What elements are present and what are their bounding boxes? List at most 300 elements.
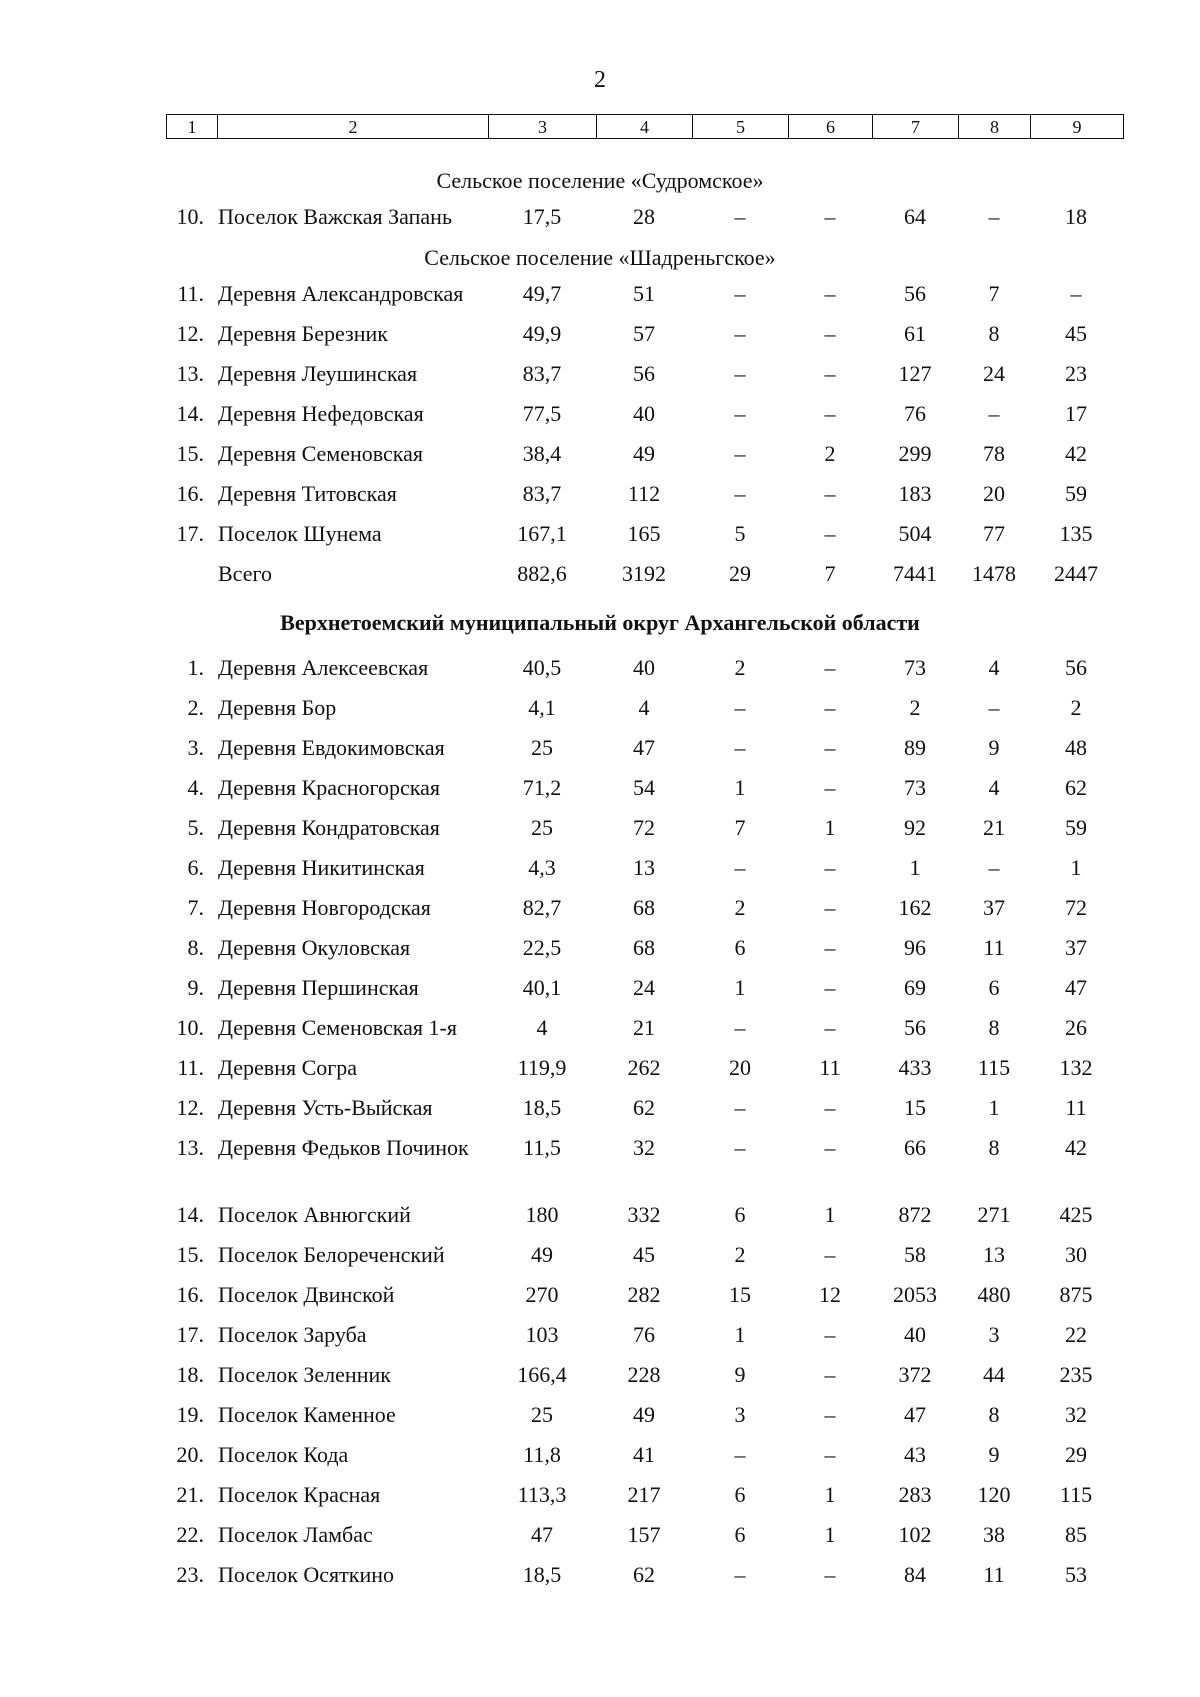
- value-cell-col5: 6: [734, 1482, 746, 1507]
- value-cell-col3: 18,5: [522, 1562, 562, 1587]
- value-cell-col9: 2: [1070, 695, 1082, 720]
- value-cell-col4: 62: [633, 1095, 655, 1120]
- table-row: [0, 855, 1200, 889]
- value-cell-col6: –: [824, 1095, 836, 1120]
- value-cell-col4: 54: [633, 775, 655, 800]
- settlement-name: Деревня Александровская: [218, 281, 464, 306]
- value-cell-col5: 29: [729, 561, 751, 586]
- value-cell-col6: –: [824, 735, 836, 760]
- row-number: 15.: [176, 441, 204, 466]
- value-cell-col5: –: [734, 1015, 746, 1040]
- value-cell-col3: 882,6: [517, 561, 567, 586]
- value-cell-col3: 11,8: [523, 1442, 561, 1467]
- value-cell-col4: 3192: [622, 561, 666, 586]
- row-number: 13.: [176, 1135, 204, 1160]
- value-cell-col7: 127: [898, 361, 932, 386]
- row-number: 10.: [176, 204, 204, 229]
- value-cell-col9: 30: [1065, 1242, 1087, 1267]
- value-cell-col8: 3: [988, 1322, 1000, 1347]
- value-cell-col6: –: [824, 775, 836, 800]
- table-row: [0, 361, 1200, 395]
- value-cell-col7: 56: [904, 281, 926, 306]
- value-cell-col6: –: [824, 521, 836, 546]
- value-cell-col3: 25: [531, 735, 553, 760]
- settlement-name: Деревня Алексеевская: [218, 655, 429, 680]
- value-cell-col9: 32: [1065, 1402, 1087, 1427]
- settlement-name: Поселок Кода: [218, 1442, 349, 1467]
- row-number: 8.: [187, 935, 204, 960]
- value-cell-col8: 8: [988, 1135, 1000, 1160]
- value-cell-col8: 9: [988, 735, 1000, 760]
- row-number: 7.: [187, 895, 204, 920]
- value-cell-col5: 5: [734, 521, 746, 546]
- value-cell-col3: 47: [531, 1522, 553, 1547]
- value-cell-col3: 25: [531, 815, 553, 840]
- value-cell-col4: 332: [627, 1202, 661, 1227]
- value-cell-col7: 84: [904, 1562, 926, 1587]
- value-cell-col4: 68: [633, 895, 655, 920]
- value-cell-col8: 21: [983, 815, 1005, 840]
- value-cell-col5: 1: [734, 975, 746, 1000]
- row-number: 12.: [176, 1095, 204, 1120]
- value-cell-col6: –: [824, 855, 836, 880]
- settlement-name: Деревня Согра: [218, 1055, 358, 1080]
- value-cell-col8: 1478: [972, 561, 1016, 586]
- value-cell-col3: 4,1: [528, 695, 556, 720]
- settlement-name: Деревня Першинская: [218, 975, 419, 1000]
- value-cell-col4: 41: [633, 1442, 655, 1467]
- value-cell-col5: –: [734, 204, 746, 229]
- row-number: 23.: [176, 1562, 204, 1587]
- header-cell: 3: [489, 115, 597, 139]
- value-cell-col6: –: [824, 695, 836, 720]
- table-row: [0, 561, 1200, 595]
- settlement-name: Поселок Красная: [218, 1482, 381, 1507]
- value-cell-col6: –: [824, 481, 836, 506]
- value-cell-col6: 1: [824, 1482, 836, 1507]
- value-cell-col8: 38: [983, 1522, 1005, 1547]
- row-number: 1.: [187, 655, 204, 680]
- value-cell-col7: 872: [898, 1202, 932, 1227]
- page-number: 2: [594, 67, 606, 93]
- value-cell-col6: –: [824, 1562, 836, 1587]
- table-row: [0, 1522, 1200, 1556]
- value-cell-col7: 40: [904, 1322, 926, 1347]
- row-number: 19.: [176, 1402, 204, 1427]
- value-cell-col3: 17,5: [522, 204, 562, 229]
- section-title: Верхнетоемский муниципальный округ Архангельской области: [280, 610, 920, 635]
- value-cell-col8: 11: [983, 1562, 1005, 1587]
- value-cell-col4: 112: [627, 481, 661, 506]
- row-number: 3.: [187, 735, 204, 760]
- settlement-name: Деревня Окуловская: [218, 935, 411, 960]
- value-cell-col3: 77,5: [522, 401, 562, 426]
- value-cell-col9: 29: [1065, 1442, 1087, 1467]
- value-cell-col4: 262: [627, 1055, 661, 1080]
- header-cell: 9: [1031, 115, 1124, 139]
- value-cell-col4: 165: [627, 521, 661, 546]
- row-number: 9.: [187, 975, 204, 1000]
- value-cell-col9: 22: [1065, 1322, 1087, 1347]
- row-number: 12.: [176, 321, 204, 346]
- value-cell-col3: 18,5: [522, 1095, 562, 1120]
- value-cell-col9: 59: [1065, 815, 1087, 840]
- row-number: 22.: [176, 1522, 204, 1547]
- value-cell-col5: 3: [734, 1402, 746, 1427]
- value-cell-col8: 271: [977, 1202, 1011, 1227]
- value-cell-col6: 1: [824, 1522, 836, 1547]
- value-cell-col6: –: [824, 1442, 836, 1467]
- value-cell-col3: 38,4: [522, 441, 562, 466]
- value-cell-col9: 135: [1059, 521, 1093, 546]
- value-cell-col6: 12: [819, 1282, 841, 1307]
- value-cell-col9: 132: [1059, 1055, 1093, 1080]
- table-row: [0, 695, 1200, 729]
- value-cell-col5: –: [734, 361, 746, 386]
- value-cell-col4: 40: [633, 401, 655, 426]
- value-cell-col7: 372: [898, 1362, 932, 1387]
- table-row: [0, 441, 1200, 475]
- table-row: [0, 1442, 1200, 1476]
- value-cell-col8: 9: [988, 1442, 1000, 1467]
- settlement-name: Деревня Усть-Выйская: [218, 1095, 433, 1120]
- value-cell-col3: 40,5: [522, 655, 562, 680]
- value-cell-col5: –: [734, 481, 746, 506]
- value-cell-col3: 71,2: [522, 775, 562, 800]
- value-cell-col8: 6: [988, 975, 1000, 1000]
- value-cell-col4: 228: [627, 1362, 661, 1387]
- value-cell-col5: –: [734, 1095, 746, 1120]
- row-number: 2.: [187, 695, 204, 720]
- value-cell-col7: 64: [904, 204, 926, 229]
- value-cell-col9: 11: [1065, 1095, 1087, 1120]
- value-cell-col4: 4: [638, 695, 650, 720]
- table-row: [0, 204, 1200, 238]
- settlement-name: Всего: [218, 561, 272, 586]
- value-cell-col5: 7: [734, 815, 746, 840]
- value-cell-col3: 40,1: [522, 975, 562, 1000]
- table-row: [0, 521, 1200, 555]
- value-cell-col8: 4: [988, 775, 1000, 800]
- table-row: [0, 775, 1200, 809]
- table-row: [0, 1202, 1200, 1236]
- value-cell-col6: –: [824, 1402, 836, 1427]
- value-cell-col7: 504: [898, 521, 932, 546]
- value-cell-col9: 53: [1065, 1562, 1087, 1587]
- table-row: [0, 481, 1200, 515]
- value-cell-col9: –: [1070, 281, 1082, 306]
- value-cell-col4: 49: [633, 1402, 655, 1427]
- settlement-name: Деревня Кондратовская: [218, 815, 440, 840]
- value-cell-col8: 7: [988, 281, 1000, 306]
- value-cell-col5: –: [734, 441, 746, 466]
- value-cell-col7: 73: [904, 775, 926, 800]
- value-cell-col5: 9: [734, 1362, 746, 1387]
- value-cell-col8: –: [988, 855, 1000, 880]
- value-cell-col8: 1: [988, 1095, 1000, 1120]
- value-cell-col3: 83,7: [522, 361, 562, 386]
- value-cell-col4: 72: [633, 815, 655, 840]
- value-cell-col3: 83,7: [522, 481, 562, 506]
- header-cell: 8: [959, 115, 1031, 139]
- value-cell-col6: 1: [824, 1202, 836, 1227]
- value-cell-col8: 44: [983, 1362, 1005, 1387]
- row-number: 14.: [176, 401, 204, 426]
- row-number: 10.: [176, 1015, 204, 1040]
- value-cell-col9: 42: [1065, 1135, 1087, 1160]
- table-row: [0, 1362, 1200, 1396]
- value-cell-col6: 11: [819, 1055, 841, 1080]
- value-cell-col3: 25: [531, 1402, 553, 1427]
- value-cell-col5: –: [734, 1135, 746, 1160]
- value-cell-col9: 72: [1065, 895, 1087, 920]
- settlement-name: Деревня Березник: [218, 321, 388, 346]
- value-cell-col6: –: [824, 895, 836, 920]
- value-cell-col4: 68: [633, 935, 655, 960]
- value-cell-col7: 61: [904, 321, 926, 346]
- value-cell-col7: 162: [898, 895, 932, 920]
- value-cell-col9: 18: [1065, 204, 1087, 229]
- value-cell-col3: 166,4: [517, 1362, 567, 1387]
- value-cell-col9: 425: [1059, 1202, 1093, 1227]
- value-cell-col7: 7441: [893, 561, 937, 586]
- value-cell-col4: 21: [633, 1015, 655, 1040]
- value-cell-col5: 1: [734, 775, 746, 800]
- value-cell-col5: 1: [734, 1322, 746, 1347]
- value-cell-col9: 62: [1065, 775, 1087, 800]
- table-row: [0, 321, 1200, 355]
- table-row: [0, 1482, 1200, 1516]
- row-number: 17.: [176, 1322, 204, 1347]
- header-cell: 6: [789, 115, 873, 139]
- value-cell-col7: 283: [898, 1482, 932, 1507]
- value-cell-col3: 113,3: [517, 1482, 567, 1507]
- value-cell-col9: 42: [1065, 441, 1087, 466]
- table-row: [0, 895, 1200, 929]
- value-cell-col5: –: [734, 695, 746, 720]
- settlement-name: Поселок Заруба: [218, 1322, 367, 1347]
- settlement-name: Деревня Красногорская: [218, 775, 441, 800]
- settlement-name: Деревня Нефедовская: [218, 401, 424, 426]
- table-row: [0, 1242, 1200, 1276]
- value-cell-col8: 77: [983, 521, 1005, 546]
- settlement-name: Деревня Бор: [218, 695, 337, 720]
- value-cell-col8: –: [988, 401, 1000, 426]
- value-cell-col8: 115: [977, 1055, 1011, 1080]
- value-cell-col9: 115: [1059, 1482, 1093, 1507]
- value-cell-col8: 24: [983, 361, 1005, 386]
- table-row: [0, 1282, 1200, 1316]
- value-cell-col7: 66: [904, 1135, 926, 1160]
- value-cell-col4: 40: [633, 655, 655, 680]
- value-cell-col4: 28: [633, 204, 655, 229]
- value-cell-col7: 89: [904, 735, 926, 760]
- value-cell-col3: 167,1: [517, 521, 567, 546]
- value-cell-col6: 1: [824, 815, 836, 840]
- table-row: [0, 935, 1200, 969]
- value-cell-col3: 103: [525, 1322, 559, 1347]
- value-cell-col7: 15: [904, 1095, 926, 1120]
- value-cell-col3: 270: [525, 1282, 559, 1307]
- table-row: [0, 735, 1200, 769]
- value-cell-col8: 8: [988, 1402, 1000, 1427]
- settlement-name: Поселок Ламбас: [218, 1522, 373, 1547]
- value-cell-col3: 82,7: [522, 895, 562, 920]
- value-cell-col3: 119,9: [517, 1055, 567, 1080]
- row-number: 16.: [176, 481, 204, 506]
- value-cell-col7: 1: [909, 855, 921, 880]
- table-row: [0, 1015, 1200, 1049]
- value-cell-col8: 13: [983, 1242, 1005, 1267]
- value-cell-col5: –: [734, 1442, 746, 1467]
- table-row: [0, 1095, 1200, 1129]
- value-cell-col9: 875: [1059, 1282, 1093, 1307]
- value-cell-col7: 96: [904, 935, 926, 960]
- value-cell-col6: –: [824, 401, 836, 426]
- value-cell-col9: 37: [1065, 935, 1087, 960]
- value-cell-col8: –: [988, 695, 1000, 720]
- value-cell-col5: 6: [734, 935, 746, 960]
- value-cell-col5: 2: [734, 1242, 746, 1267]
- value-cell-col3: 22,5: [522, 935, 562, 960]
- value-cell-col8: 8: [988, 1015, 1000, 1040]
- value-cell-col7: 43: [904, 1442, 926, 1467]
- value-cell-col5: 2: [734, 895, 746, 920]
- value-cell-col7: 47: [904, 1402, 926, 1427]
- value-cell-col4: 13: [633, 855, 655, 880]
- value-cell-col4: 51: [633, 281, 655, 306]
- row-number: 13.: [176, 361, 204, 386]
- row-number: 15.: [176, 1242, 204, 1267]
- value-cell-col9: 26: [1065, 1015, 1087, 1040]
- value-cell-col4: 45: [633, 1242, 655, 1267]
- section-title: Сельское поселение «Судромское»: [436, 168, 764, 193]
- value-cell-col5: 15: [729, 1282, 751, 1307]
- row-number: 14.: [176, 1202, 204, 1227]
- value-cell-col3: 4: [536, 1015, 548, 1040]
- row-number: 11.: [177, 281, 204, 306]
- header-cell: 1: [167, 115, 218, 139]
- value-cell-col8: 8: [988, 321, 1000, 346]
- row-number: 11.: [177, 1055, 204, 1080]
- value-cell-col5: –: [734, 855, 746, 880]
- value-cell-col3: 180: [525, 1202, 559, 1227]
- value-cell-col7: 2053: [893, 1282, 937, 1307]
- value-cell-col4: 62: [633, 1562, 655, 1587]
- value-cell-col8: 480: [977, 1282, 1011, 1307]
- value-cell-col4: 49: [633, 441, 655, 466]
- table-row: [0, 1562, 1200, 1596]
- settlement-name: Деревня Никитинская: [218, 855, 425, 880]
- settlement-name: Поселок Белореченский: [218, 1242, 445, 1267]
- row-number: 17.: [176, 521, 204, 546]
- value-cell-col4: 57: [633, 321, 655, 346]
- settlement-name: Деревня Федьков Починок: [218, 1135, 469, 1160]
- column-number-header: [166, 114, 1124, 139]
- value-cell-col4: 56: [633, 361, 655, 386]
- value-cell-col9: 17: [1065, 401, 1087, 426]
- value-cell-col4: 282: [627, 1282, 661, 1307]
- table-row: [0, 1322, 1200, 1356]
- row-number: 20.: [176, 1442, 204, 1467]
- value-cell-col4: 76: [633, 1322, 655, 1347]
- value-cell-col8: 120: [977, 1482, 1011, 1507]
- value-cell-col7: 73: [904, 655, 926, 680]
- value-cell-col8: 20: [983, 481, 1005, 506]
- row-number: 18.: [176, 1362, 204, 1387]
- value-cell-col4: 24: [633, 975, 655, 1000]
- value-cell-col9: 45: [1065, 321, 1087, 346]
- table-row: [0, 1402, 1200, 1436]
- value-cell-col5: –: [734, 281, 746, 306]
- table-row: [0, 1135, 1200, 1169]
- header-cell: 5: [693, 115, 789, 139]
- value-cell-col9: 56: [1065, 655, 1087, 680]
- settlement-name: Поселок Двинской: [218, 1282, 395, 1307]
- settlement-name: Поселок Важская Запань: [218, 204, 452, 229]
- value-cell-col6: –: [824, 281, 836, 306]
- value-cell-col3: 49: [531, 1242, 553, 1267]
- value-cell-col7: 2: [909, 695, 921, 720]
- value-cell-col5: 20: [729, 1055, 751, 1080]
- settlement-name: Поселок Осяткино: [218, 1562, 395, 1587]
- value-cell-col6: –: [824, 321, 836, 346]
- table-row: [0, 401, 1200, 435]
- settlement-name: Поселок Каменное: [218, 1402, 396, 1427]
- settlement-name: Деревня Новгородская: [218, 895, 431, 920]
- value-cell-col4: 32: [633, 1135, 655, 1160]
- value-cell-col5: –: [734, 321, 746, 346]
- value-cell-col5: –: [734, 1562, 746, 1587]
- value-cell-col6: –: [824, 935, 836, 960]
- value-cell-col7: 299: [898, 441, 932, 466]
- settlement-name: Деревня Леушинская: [218, 361, 418, 386]
- value-cell-col8: –: [988, 204, 1000, 229]
- value-cell-col9: 1: [1070, 855, 1082, 880]
- value-cell-col9: 23: [1065, 361, 1087, 386]
- row-number: 21.: [176, 1482, 204, 1507]
- value-cell-col6: –: [824, 1015, 836, 1040]
- table-row: [0, 975, 1200, 1009]
- value-cell-col6: 2: [824, 441, 836, 466]
- header-cell: 2: [218, 115, 489, 139]
- value-cell-col3: 49,7: [522, 281, 562, 306]
- row-number: 4.: [187, 775, 204, 800]
- value-cell-col6: –: [824, 204, 836, 229]
- value-cell-col3: 4,3: [528, 855, 556, 880]
- value-cell-col5: 2: [734, 655, 746, 680]
- value-cell-col3: 11,5: [523, 1135, 561, 1160]
- table-row: [0, 815, 1200, 849]
- table-row: [0, 655, 1200, 689]
- value-cell-col7: 56: [904, 1015, 926, 1040]
- value-cell-col8: 37: [983, 895, 1005, 920]
- row-number: 6.: [187, 855, 204, 880]
- settlement-name: Поселок Зеленник: [218, 1362, 391, 1387]
- value-cell-col7: 433: [898, 1055, 932, 1080]
- value-cell-col7: 58: [904, 1242, 926, 1267]
- value-cell-col5: –: [734, 735, 746, 760]
- value-cell-col7: 183: [898, 481, 932, 506]
- table-row: [0, 1055, 1200, 1089]
- row-number: 5.: [187, 815, 204, 840]
- settlement-name: Деревня Титовская: [218, 481, 397, 506]
- value-cell-col7: 102: [898, 1522, 932, 1547]
- value-cell-col6: –: [824, 361, 836, 386]
- settlement-name: Поселок Шунема: [218, 521, 382, 546]
- header-cell: 7: [873, 115, 959, 139]
- value-cell-col6: 7: [824, 561, 836, 586]
